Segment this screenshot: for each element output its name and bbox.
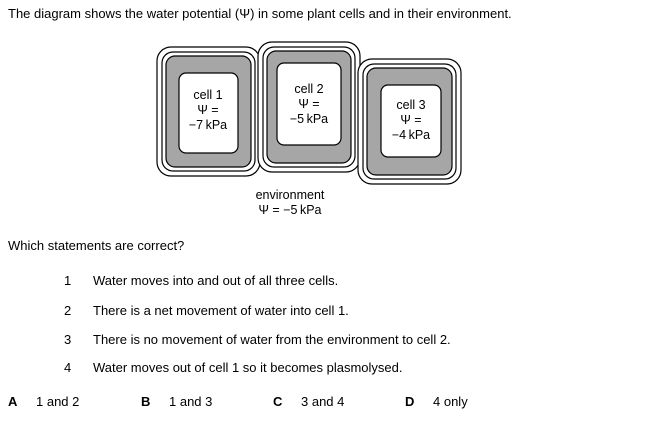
intro-text: The diagram shows the water potential (Ψ) in some plant cells and in their environment. [8,6,512,21]
cell-2-value: −5 kPa [289,112,329,126]
option-text: 1 and 2 [36,394,80,409]
cell-3-label [376,98,446,143]
cell-2-psi: Ψ = [298,97,320,111]
statement-number: 1 [64,273,72,288]
option-letter: C [273,394,283,409]
option-text: 4 only [433,394,468,409]
cell-1-value: −7 kPa [188,118,228,132]
statement-number: 4 [64,360,72,375]
cell-3-psi: Ψ = [400,113,422,127]
option-text: 3 and 4 [301,394,345,409]
environment-label [220,188,360,218]
cell-2-name: cell 2 [294,82,324,96]
statement-4 [64,360,402,376]
option-letter: B [141,394,151,409]
statement-1 [64,273,338,289]
statement-text: Water moves into and out of all three cells. [93,273,339,288]
option-letter: D [405,394,415,409]
cell-3-value: −4 kPa [391,128,431,142]
option-c[interactable] [273,394,344,410]
statement-number: 3 [64,332,72,347]
environment-value: Ψ = −5 kPa [258,203,322,217]
statement-number: 2 [64,303,72,318]
question-text: Which statements are correct? [8,238,185,253]
cell-3-name: cell 3 [396,98,426,112]
statement-text: Water moves out of cell 1 so it becomes plasmolysed. [93,360,403,375]
statement-text: There is no movement of water from the environment to cell 2. [93,332,451,347]
cell-2-label [274,82,344,127]
statement-text: There is a net movement of water into cell 1. [93,303,349,318]
option-letter: A [8,394,18,409]
option-d[interactable] [405,394,468,410]
statement-3 [64,332,451,348]
option-b[interactable] [141,394,212,410]
option-text: 1 and 3 [169,394,213,409]
environment-name: environment [255,188,325,202]
cell-1-name: cell 1 [193,88,223,102]
statement-2 [64,303,349,319]
cell-1-psi: Ψ = [197,103,219,117]
cell-1-label [173,88,243,133]
option-a[interactable] [8,394,79,410]
